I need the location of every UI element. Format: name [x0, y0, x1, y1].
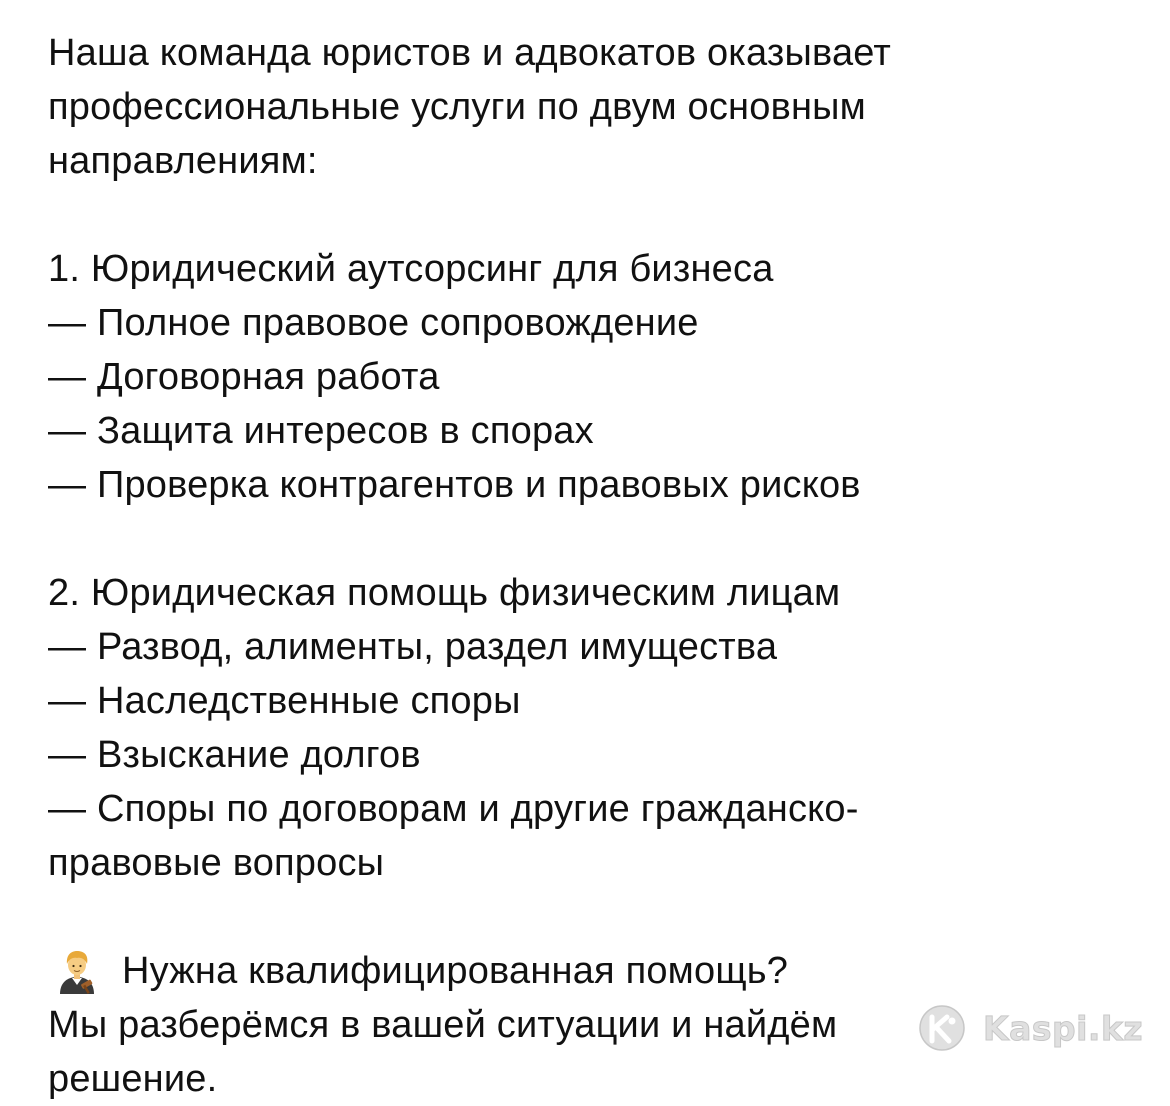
section1-item: — Договорная работа [48, 356, 440, 398]
watermark-text: Kaspi.kz [983, 1008, 1144, 1048]
section1-item: — Полное правовое сопровождение [48, 302, 699, 344]
spacer [48, 512, 1138, 566]
closing-line: решение. [48, 1058, 218, 1100]
section2-item: — Развод, алименты, раздел имущества [48, 626, 778, 668]
section2-item: правовые вопросы [48, 842, 385, 884]
intro-line-1: Наша команда юристов и адвокатов оказывает [48, 32, 891, 74]
intro-line-2: профессиональные услуги по двум основным [48, 86, 866, 128]
closing-question: Нужна квалифицированная помощь? [122, 950, 789, 992]
section1-title: 1. Юридический аутсорсинг для бизнеса [48, 248, 774, 290]
closing-question-row [48, 944, 1138, 998]
spacer [48, 890, 1138, 944]
section2-item: — Взыскание долгов [48, 734, 421, 776]
spacer [48, 188, 1138, 242]
judge-emoji-icon [54, 948, 100, 994]
section2-title: 2. Юридическая помощь физическим лицам [48, 572, 841, 614]
kaspi-watermark [917, 1003, 1143, 1053]
kaspi-logo-icon [917, 1003, 967, 1053]
section2-item: — Споры по договорам и другие гражданско- [48, 788, 859, 830]
closing-line: Мы разберёмся в вашей ситуации и найдём [48, 1004, 838, 1046]
section2-item: — Наследственные споры [48, 680, 521, 722]
intro-line-3: направлениям: [48, 140, 318, 182]
article-text [48, 26, 1138, 1106]
section1-item: — Проверка контрагентов и правовых рисков [48, 464, 861, 506]
section1-item: — Защита интересов в спорах [48, 410, 594, 452]
